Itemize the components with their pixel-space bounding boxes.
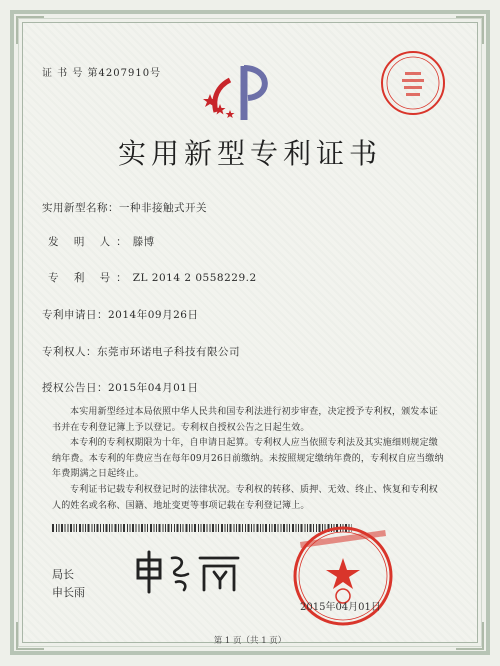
page-number: 第 1 页（共 1 页） [213, 636, 287, 646]
announcement-date-label: 授权公告日： [42, 382, 108, 394]
sipo-logo-icon [200, 62, 280, 124]
patent-number-label: 专 利 号： [48, 272, 133, 284]
inventor-row [48, 234, 155, 249]
patentee-label: 专利权人： [42, 346, 97, 358]
corner-ornament [456, 16, 484, 44]
filing-date-value: 2014年09月26日 [108, 309, 199, 321]
utility-model-name-row [42, 200, 207, 215]
certificate-paragraph: 本实用新型经过本局依照中华人民共和国专利法进行初步审查，决定授予专利权，颁发本证书并在专利登记簿上予以登记。专利权自授权公告之日起生效。 [52, 407, 439, 433]
filing-date-row [42, 307, 198, 322]
patent-number-row [48, 270, 257, 285]
patentee-row [42, 344, 240, 359]
utility-model-name-value: 一种非接触式开关 [119, 202, 207, 214]
filing-date-label: 专利申请日： [42, 309, 108, 321]
announcement-date-value: 2015年04月01日 [108, 382, 199, 394]
patentee-value: 东莞市环诺电子科技有限公司 [97, 346, 240, 358]
corner-ornament [16, 16, 44, 44]
certificate-paragraph: 本专利的专利权期限为十年，自申请日起算。专利权人应当依照专利法及其实施细则规定缴纳年费。本专利的年费应当在每年09月26日前缴纳。未按照规定缴纳年费的，专利权自应当缴纳年费期满之日起终止。 [52, 438, 444, 479]
director-title: 局长 [52, 568, 74, 581]
utility-model-name-label: 实用新型名称： [42, 202, 119, 214]
announcement-date-row [42, 380, 198, 395]
issue-date: 2015年04月01日 [300, 602, 381, 613]
patent-number-value: ZL 2014 2 0558229.2 [132, 272, 257, 284]
director-signature [130, 548, 250, 596]
certificate-title: 实用新型专利证书 [117, 137, 382, 170]
certificate-paragraph: 专利证书记载专利权登记时的法律状况。专利权的转移、质押、无效、终止、恢复和专利权人的姓名或名称、国籍、地址变更等事项记载在专利登记簿上。 [52, 485, 439, 511]
agency-stamp-icon [378, 48, 448, 118]
director-name: 申长雨 [52, 586, 85, 599]
certificate-number: 证 书 号 第4207910号 [42, 68, 162, 79]
inventor-label: 发 明 人： [48, 236, 133, 248]
inventor-value: 滕博 [132, 236, 155, 248]
